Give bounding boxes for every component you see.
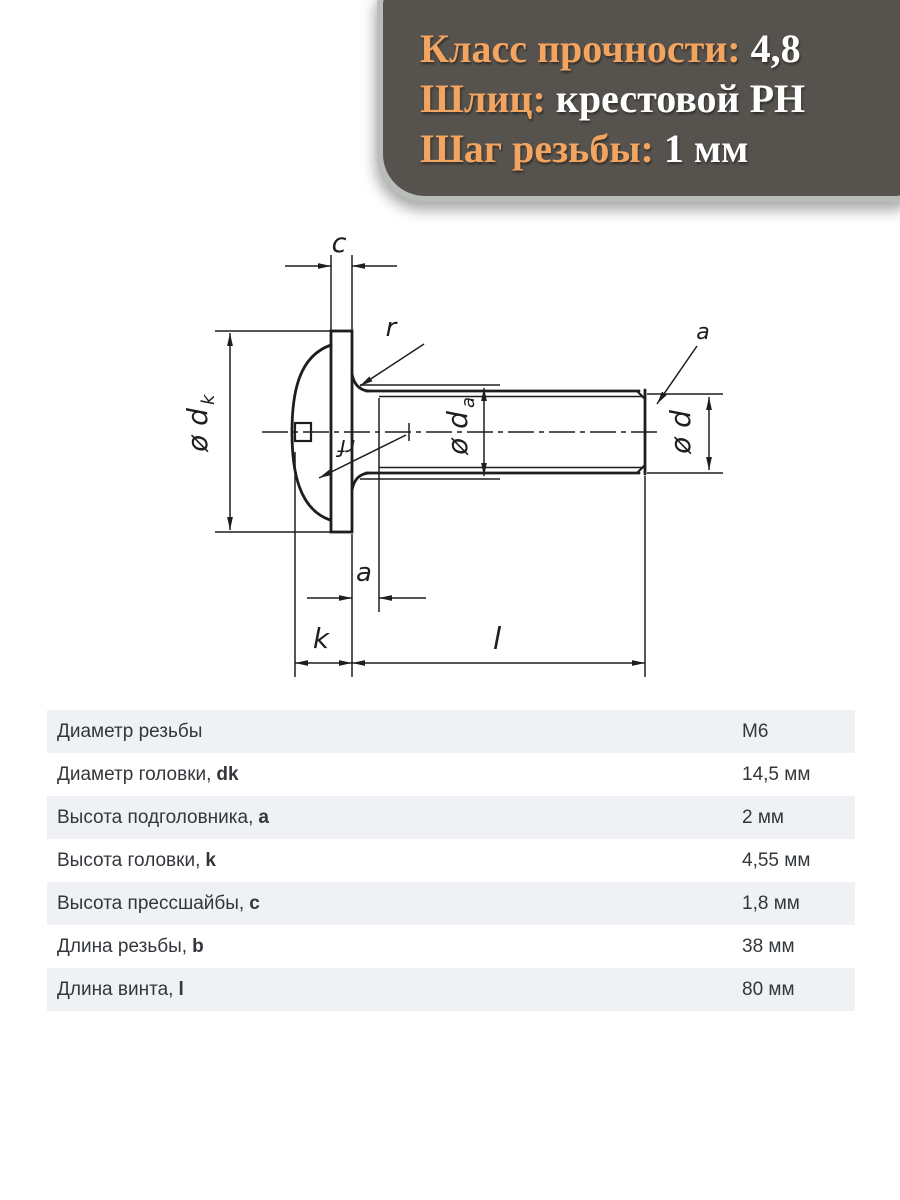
r-leader xyxy=(360,344,424,386)
table-row xyxy=(47,968,855,1011)
banner-value: крестовой PH xyxy=(555,76,806,121)
a-chamfer-label: a xyxy=(696,320,710,345)
banner-label: Шлиц: xyxy=(420,76,546,121)
spec-label: Диаметр резьбы xyxy=(57,720,203,742)
spec-value: 14,5 мм xyxy=(742,763,811,785)
banner-value: 4,8 xyxy=(750,26,801,71)
d-label xyxy=(664,410,697,455)
svg-text:a: a xyxy=(458,396,479,408)
k-label: k xyxy=(312,622,330,655)
a-chamfer-leader xyxy=(657,346,697,404)
da-label xyxy=(441,397,479,456)
spec-value: 38 мм xyxy=(742,935,795,957)
banner-label: Класс прочности: xyxy=(420,26,741,71)
c-label: c xyxy=(331,228,347,259)
spec-value: 1,8 мм xyxy=(742,892,800,914)
spec-table xyxy=(47,710,855,1011)
table-row xyxy=(47,796,855,839)
table-row xyxy=(47,882,855,925)
spec-label: Длина резьбы, b xyxy=(57,935,204,957)
info-banner xyxy=(377,0,900,202)
spec-label: Высота подголовника, a xyxy=(57,806,269,828)
rf-label: rf xyxy=(338,434,356,459)
a-label: a xyxy=(356,558,372,588)
svg-text:ø d: ø d xyxy=(664,410,697,454)
banner-line-strength xyxy=(420,24,898,74)
spec-label: Высота головки, k xyxy=(57,849,216,871)
table-row xyxy=(47,710,855,753)
r-label: r xyxy=(385,313,397,343)
l-label: l xyxy=(492,622,502,657)
banner-line-pitch xyxy=(420,124,898,174)
table-row xyxy=(47,753,855,796)
spec-value: М6 xyxy=(742,720,769,742)
spec-value: 80 мм xyxy=(742,978,795,1000)
spec-value: 4,55 мм xyxy=(742,849,811,871)
banner-value: 1 мм xyxy=(663,126,749,171)
table-row xyxy=(47,925,855,968)
spec-label: Длина винта, l xyxy=(57,978,184,1000)
banner-line-drive xyxy=(420,74,898,124)
banner-label: Шаг резьбы: xyxy=(420,126,654,171)
dk-label xyxy=(181,393,219,453)
fillet-bottom xyxy=(352,473,369,490)
svg-text:ø d: ø d xyxy=(181,408,214,452)
table-row xyxy=(47,839,855,882)
spec-value: 2 мм xyxy=(742,806,784,828)
spec-label: Диаметр головки, dk xyxy=(57,763,239,785)
svg-text:k: k xyxy=(198,394,219,405)
spec-label: Высота прессшайбы, c xyxy=(57,892,260,914)
svg-text:ø d: ø d xyxy=(441,411,474,455)
